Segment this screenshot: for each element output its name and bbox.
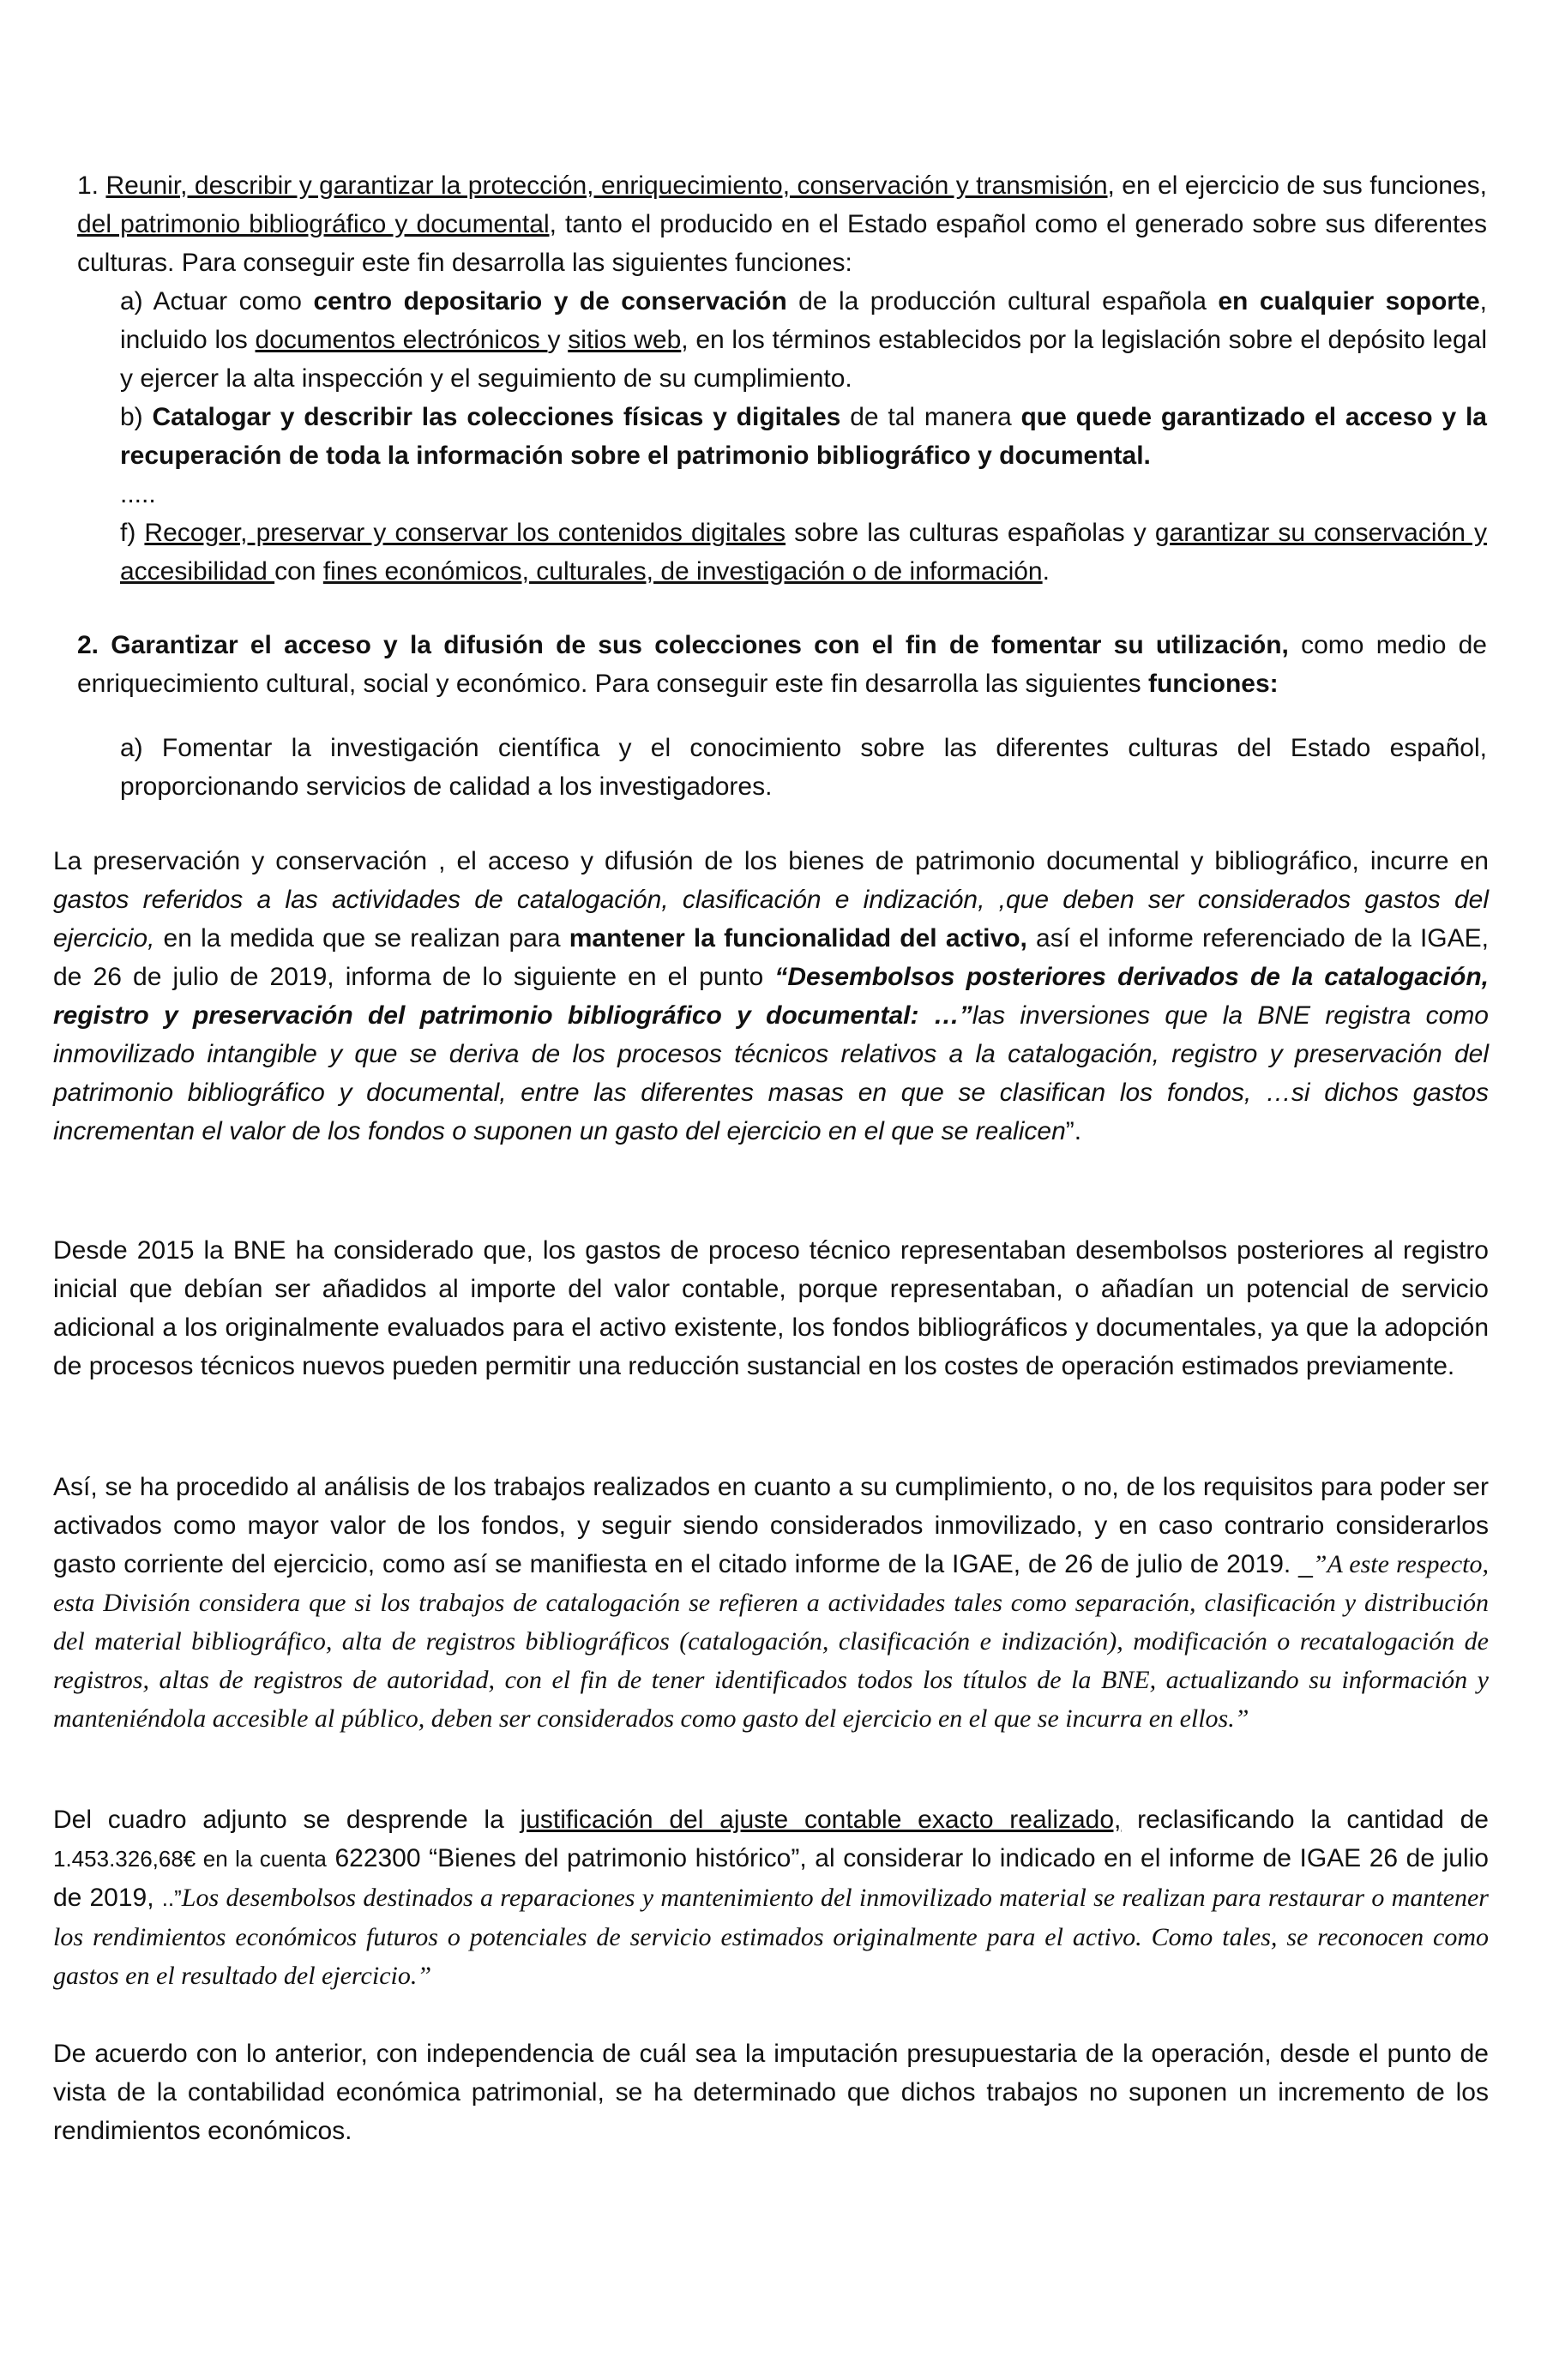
item-2-subitem-a: a) Fomentar la investigación científica y el conocimiento sobre las diferentes culturas del Estado español, proporcionando servicios de calidad a los investigadores. (120, 734, 1487, 801)
amount-and-account: 1.453.326,68€ en la cuenta (53, 1846, 327, 1872)
paragraph-analysis (53, 1468, 1489, 1738)
bold-italic-run: “Desembolsos posteriores derivados de la catalogación, registro y preservación del patrimonio bibliográfico y documental: …” (53, 963, 1490, 1030)
text-run: b) (120, 403, 153, 431)
underlined-run: sitios web (568, 326, 682, 354)
text-run: de la producción cultural española (786, 287, 1219, 316)
underlined-run: documentos electrónicos (255, 326, 548, 354)
item-1-number: 1. (77, 171, 106, 200)
item-1-subitems (77, 282, 1487, 591)
bold-run: que quede garantizado el acceso y la recuperación de toda la información sobre el patrimonio bibliográfico y documental. (120, 403, 1487, 470)
text-run: . (1042, 557, 1050, 586)
item-1-text-2: tanto el producido en el Estado español como el generado sobre sus diferentes culturas. Para conseguir este fin desarrolla las siguientes funciones: (77, 210, 1487, 277)
italic-run: las inversiones que la BNE registra como inmovilizado intangible y que se deriva de los procesos técnicos relativos a la catalogación, registro y preservación del patrimonio bibliográfico y documental, entre las diferentes masas en que se clasifican los fondos, …si dichos gastos incrementan el valor de los fondos o suponen un gasto del ejercicio en el que se realicen (53, 1001, 1489, 1145)
text-run: de tal manera (840, 403, 1021, 431)
paragraph-conclusion: De acuerdo con lo anterior, con independencia de cuál sea la imputación presupuestaria de la operación, desde el punto de vista de la contabilidad económica patrimonial, se ha determinado que dichos trabajos no suponen un incremento de los rendimientos económicos. (53, 2040, 1489, 2145)
text-run: 622300 “Bienes del patrimonio histórico”, al considerar lo indicado en el informe de IGAE 26 de julio de 2019, (53, 1844, 1489, 1912)
bold-run: en cualquier soporte (1218, 287, 1480, 316)
item-1-subitem-f (120, 514, 1487, 591)
text-run: así el informe referenciado de la IGAE, de 26 de julio de 2019, informa de lo siguiente en el punto (53, 924, 1489, 991)
bold-run: funciones: (1147, 670, 1279, 698)
bold-run: mantener la funcionalidad del activo, (569, 924, 1027, 953)
bold-run: Catalogar y describir las colecciones físicas y digitales (152, 403, 841, 431)
text-run: Del cuadro adjunto se desprende la (53, 1806, 521, 1834)
text-run: Así, se ha procedido al análisis de los trabajos realizados en cuanto a su cumplimiento, o no, de los requisitos para poder ser activados como mayor valor de los fondos, y seguir siendo considerados inmovilizado, y en caso contrario considerarlos gasto corriente del ejercicio, como así se manifiesta en el citado informe de la IGAE, de 26 de julio de 2019. _ (53, 1473, 1489, 1578)
item-1-underlined-2: del patrimonio bibliográfico y documental, (77, 210, 557, 238)
underlined-run: fines económicos, culturales, de investigación o de información (322, 557, 1043, 586)
text-run: a) Actuar como (120, 287, 314, 316)
item-1-underlined-1: Reunir, describir y garantizar la protección, enriquecimiento, conservación y transmisión (105, 171, 1108, 200)
quote-mark: ..” (161, 1885, 182, 1911)
text-run: , incluido los (120, 287, 1488, 354)
text-run: f) (120, 519, 145, 547)
text-run: reclasificando la cantidad de (1121, 1806, 1489, 1834)
text-run: La preservación y conservación , el acceso y difusión de los bienes de patrimonio documental y bibliográfico, incurre en (53, 847, 1489, 875)
underlined-run: garantizar su conservación y accesibilidad (120, 519, 1487, 586)
text-run: sobre las culturas españolas y (786, 519, 1155, 547)
item-1-subitem-b (120, 398, 1487, 475)
item-1-text-1: , en el ejercicio de sus funciones, (1107, 171, 1487, 200)
numbered-item-1 (77, 166, 1487, 591)
bold-run: centro depositario y de conservación (313, 287, 787, 316)
text-run: , en los términos establecidos por la legislación sobre el depósito legal y ejercer la alta inspección y el seguimiento de su cumplimiento. (120, 326, 1487, 393)
underlined-run: Recoger, preservar y conservar los contenidos digitales (144, 519, 786, 547)
underlined-run: justificación del ajuste contable exacto realizado, (520, 1806, 1122, 1834)
paragraph-adjustment (53, 1800, 1489, 1995)
igae-quote-2: Los desembolsos destinados a reparaciones y mantenimiento del inmovilizado material se realizan para restaurar o mantener los rendimientos económicos futuros o potenciales de servicio estimados originalmente para el activo. Como tales, se reconocen como gastos en el resultado del ejercicio.” (53, 1884, 1489, 1990)
italic-run: gastos referidos a las actividades de catalogación, clasificación e indización, ,que deben ser considerados gastos del ejercicio, (53, 886, 1489, 953)
text-run: ”. (1065, 1117, 1082, 1145)
item-2-subitems (77, 729, 1487, 806)
item-1-intro (77, 166, 1487, 282)
text-run: con (274, 557, 323, 586)
paragraph-since-2015: Desde 2015 la BNE ha considerado que, los gastos de proceso técnico representaban desembolsos posteriores al registro inicial que debían ser añadidos al importe del valor contable, porque representaban, o añadían un potencial de servicio adicional a los originalmente evaluados para el activo existente, los fondos bibliográficos y documentales, ya que la adopción de procesos técnicos nuevos pueden permitir una reducción sustancial en los costes de operación estimados previamente. (53, 1236, 1489, 1380)
item-1-subitem-a (120, 282, 1487, 398)
paragraph-preservation (53, 842, 1489, 1151)
numbered-item-2 (77, 626, 1487, 806)
item-1-ellipsis: ..... (120, 480, 156, 508)
text-run: como medio de enriquecimiento cultural, social y económico. Para conseguir este fin desarrolla las siguientes (77, 631, 1487, 698)
item-2-intro (77, 626, 1487, 703)
text-run: en la medida que se realizan para (154, 924, 569, 953)
igae-quote-1: ”A este respecto, esta División considera que si los trabajos de catalogación se refieren a actividades tales como separación, clasificación y distribución del material bibliográfico, alta de registros bibliográficos (catalogación, clasificación e indización), modificación o recatalogación de registros, altas de registros de autoridad, con el fin de tener identificados todos los títulos de la BNE, actualizando su información y manteniéndola accesible al público, deben ser considerados como gasto del ejercicio en el que se incurra en ellos.” (53, 1550, 1489, 1733)
bold-run: 2. Garantizar el acceso y la difusión de sus colecciones con el fin de fomentar su utilización, (77, 631, 1289, 659)
text-run: y (547, 326, 569, 354)
